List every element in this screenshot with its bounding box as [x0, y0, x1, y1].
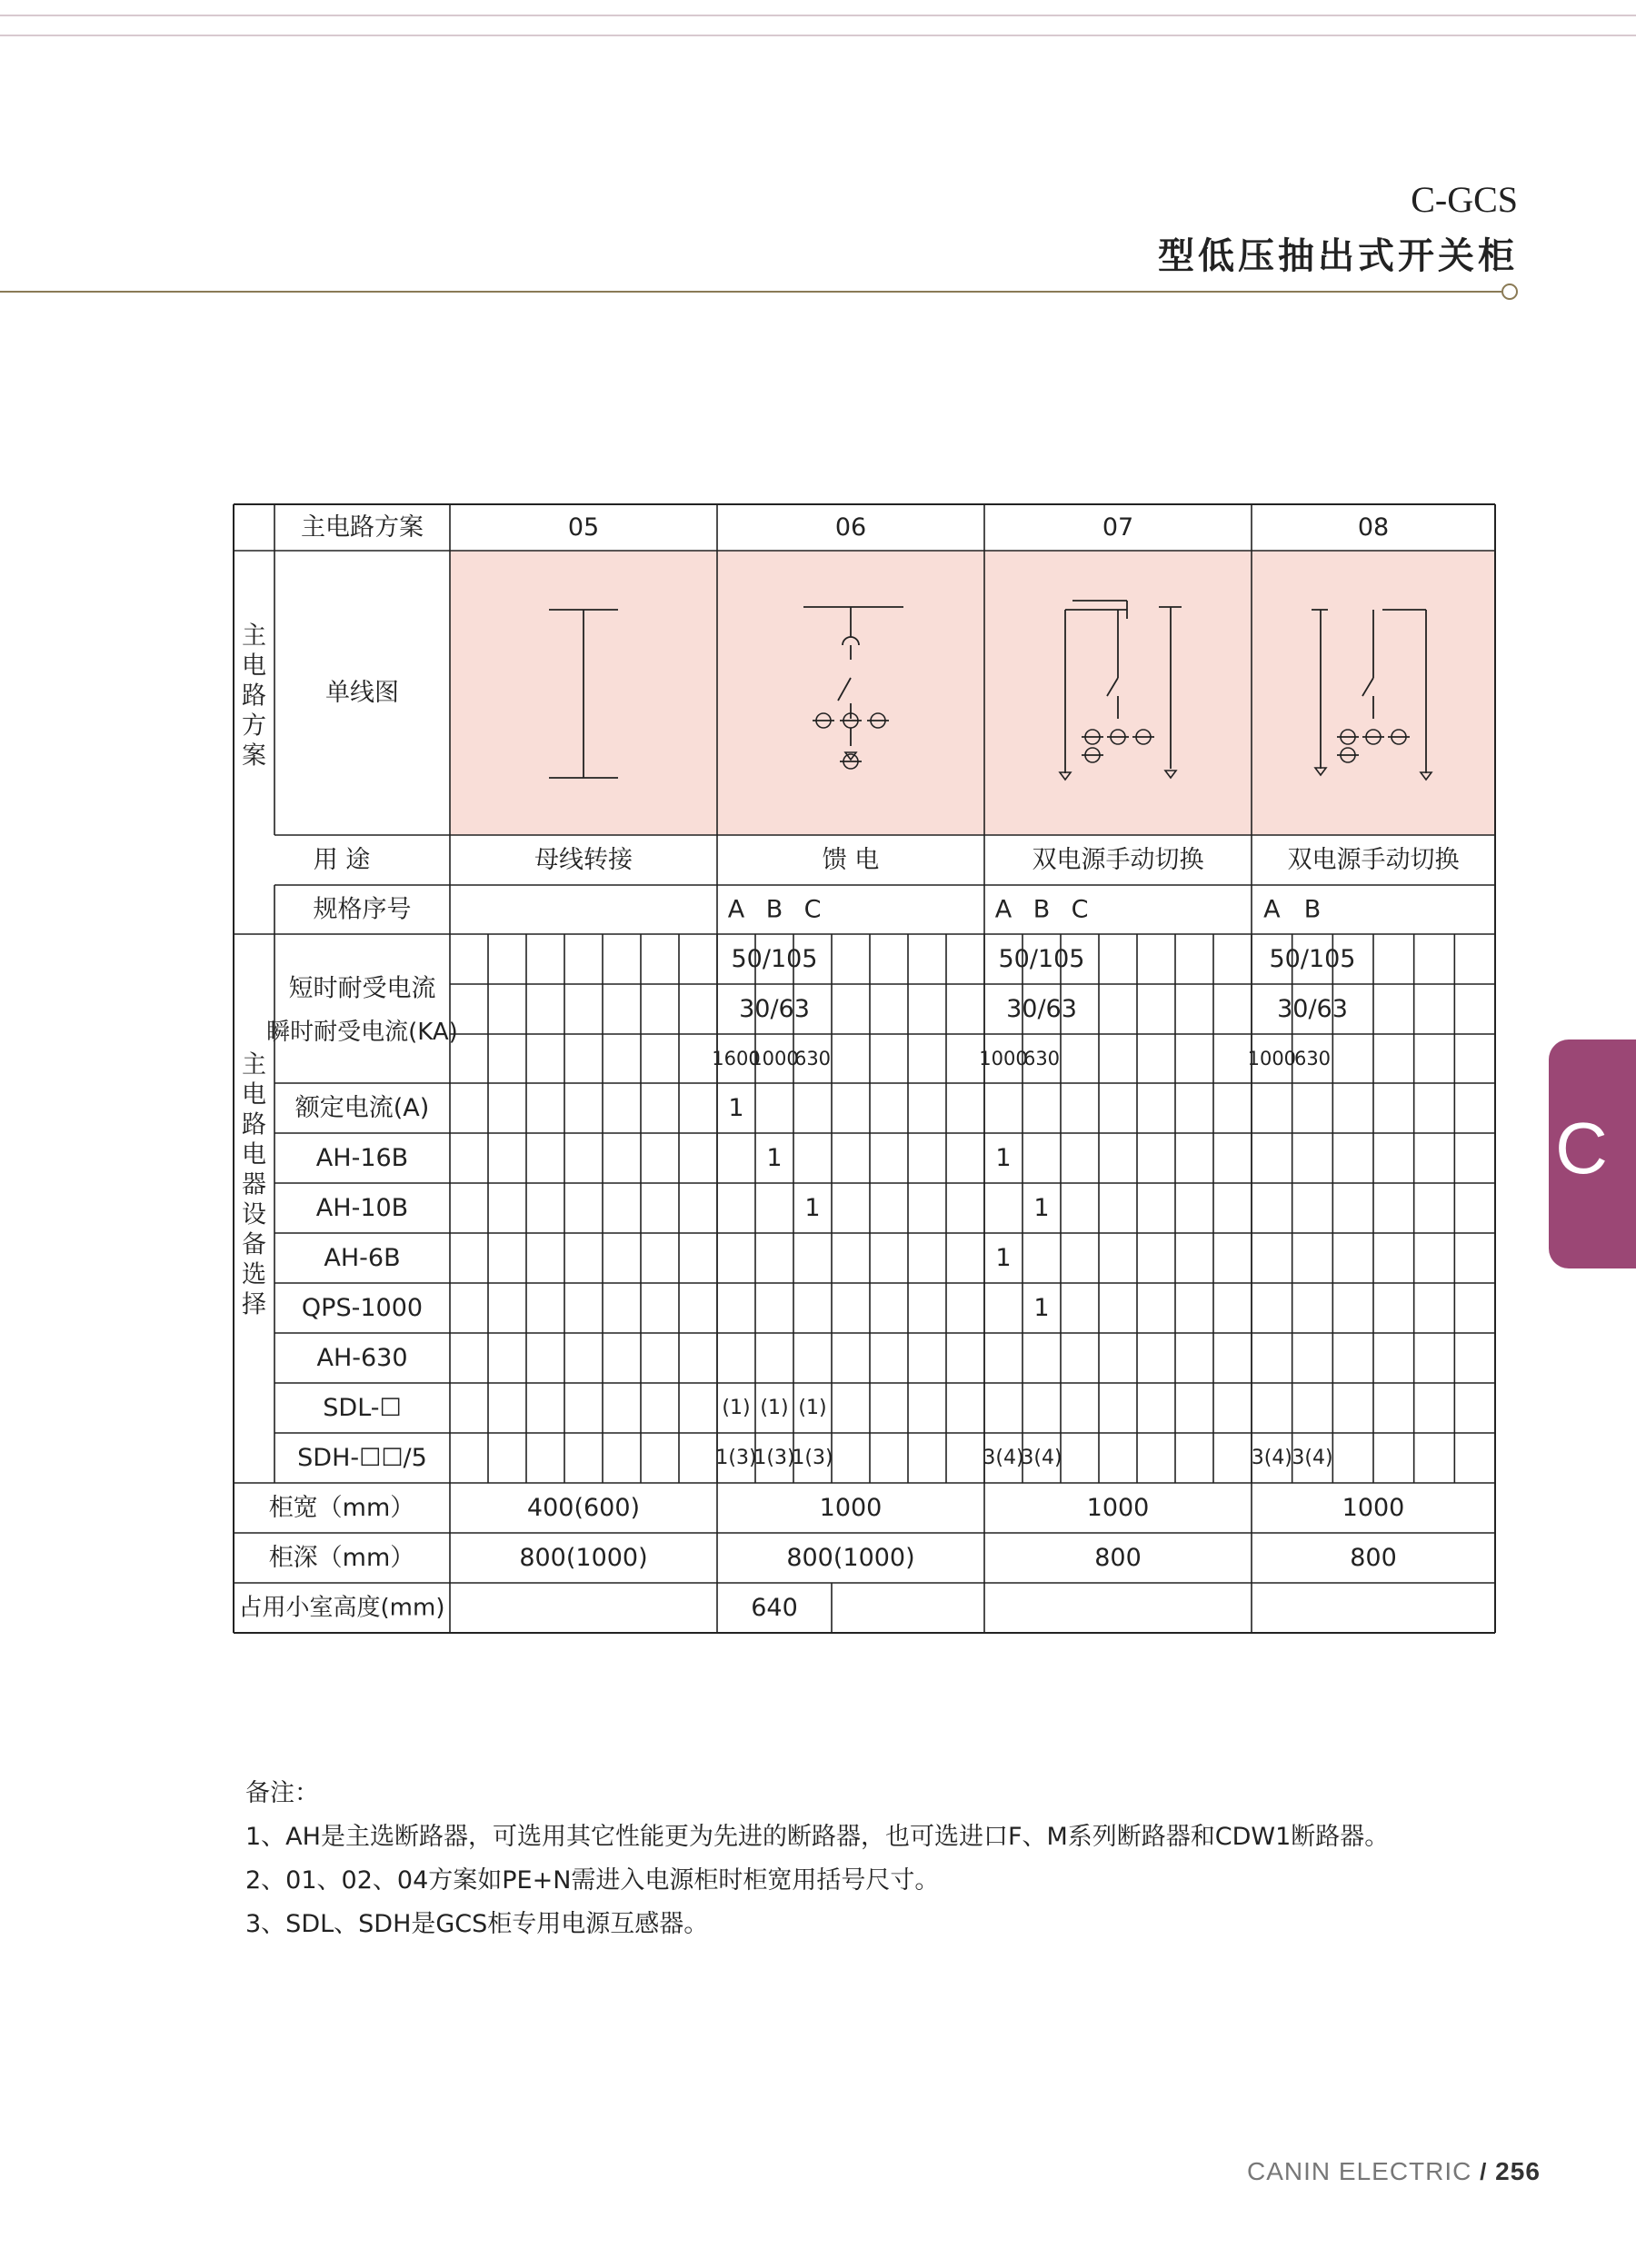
- equipment-label: AH-16B: [315, 1144, 409, 1172]
- spec-letter: C: [803, 895, 822, 924]
- withstand-peak: 50/105: [998, 945, 1085, 973]
- spec-letter: A: [727, 895, 745, 924]
- notes: [245, 1772, 1389, 1946]
- footer-slash: /: [1480, 2158, 1488, 2185]
- equipment-label: 额定电流(A): [294, 1094, 430, 1122]
- withstand-peak: 50/105: [1269, 945, 1356, 973]
- usage-label: 用 途: [313, 846, 371, 874]
- height-value-06: 640: [751, 1594, 798, 1622]
- scheme-number-06: 06: [834, 513, 867, 542]
- equipment-qty: 3(4): [1251, 1447, 1292, 1469]
- note-item-2: 2、01、02、04方案如PE+N需进入电源柜时柜宽用括号尺寸。: [245, 1866, 940, 1895]
- group-scheme-label: 电: [242, 652, 266, 681]
- group-scheme-label: 案: [242, 741, 266, 771]
- rated-current-value: 1000: [1247, 1048, 1297, 1069]
- withstand-short: 30/63: [1006, 995, 1077, 1023]
- equipment-label: AH-630: [316, 1344, 408, 1372]
- group-equipment-label: 电: [242, 1080, 266, 1109]
- group-equipment-label: 器: [242, 1170, 266, 1199]
- spec-letter: B: [1303, 895, 1322, 924]
- equipment-qty: 1: [1033, 1194, 1050, 1222]
- equipment-qty: 1(3): [753, 1447, 795, 1469]
- group-scheme-label: 路: [242, 681, 266, 711]
- scheme-number-08: 08: [1357, 513, 1390, 542]
- withstand-label-2: 瞬时耐受电流(KA): [266, 1019, 458, 1046]
- product-code: C-GCS: [1411, 179, 1518, 220]
- rated-current-value: 630: [1022, 1048, 1061, 1069]
- height-label: 占用小室高度(mm): [238, 1594, 445, 1622]
- spec-letter: A: [994, 895, 1013, 924]
- usage-value: 馈 电: [822, 846, 880, 874]
- rated-current-value: 1000: [750, 1048, 799, 1069]
- equipment-qty: 1: [1033, 1294, 1050, 1322]
- rated-current-value: 630: [793, 1048, 832, 1069]
- page-title: 型低压抽出式开关柜: [1158, 235, 1518, 277]
- equipment-qty: 1(3): [715, 1447, 757, 1469]
- group-equipment-label: 选: [242, 1260, 266, 1289]
- group-equipment-label: 择: [242, 1290, 266, 1319]
- single-line-diagram-bg: [1252, 551, 1495, 835]
- note-item-3: 3、SDL、SDH是GCS柜专用电源互感器。: [245, 1910, 709, 1938]
- equipment-qty: 1(3): [792, 1447, 833, 1469]
- equipment-qty: (1): [760, 1397, 789, 1419]
- scheme-number-07: 07: [1102, 513, 1134, 542]
- depth-value: 800: [1350, 1544, 1397, 1572]
- equipment-label: SDL-☐: [323, 1394, 402, 1422]
- notes-title: 备注：: [245, 1779, 319, 1807]
- equipment-qty: 1: [995, 1144, 1012, 1172]
- withstand-peak: 50/105: [731, 945, 818, 973]
- rated-current-value: 1600: [712, 1048, 761, 1069]
- withstand-short: 30/63: [739, 995, 810, 1023]
- spec-letter: B: [1032, 895, 1051, 924]
- single-line-label: 单线图: [325, 679, 399, 707]
- single-line-diagram-bg: [717, 551, 984, 835]
- equipment-qty: 3(4): [983, 1447, 1024, 1469]
- withstand-label-1: 短时耐受电流: [288, 974, 436, 1003]
- group-equipment-label: 电: [242, 1140, 266, 1169]
- page-number: 256: [1495, 2157, 1541, 2185]
- equipment-qty: 1: [804, 1194, 821, 1222]
- section-tab-letter: C: [1555, 1108, 1608, 1189]
- usage-value: 母线转接: [534, 846, 633, 874]
- equipment-qty: (1): [798, 1397, 827, 1419]
- equipment-label: AH-6B: [324, 1244, 401, 1272]
- depth-value: 800(1000): [786, 1544, 915, 1572]
- withstand-short: 30/63: [1277, 995, 1348, 1023]
- usage-value: 双电源手动切换: [1287, 846, 1460, 874]
- group-scheme-label: 主: [242, 622, 266, 651]
- equipment-qty: (1): [722, 1397, 751, 1419]
- note-item-1: 1、AH是主选断路器，可选用其它性能更为先进的断路器，也可选进口F、M系列断路器和CDW1断路器。: [245, 1823, 1390, 1851]
- equipment-label: AH-10B: [315, 1194, 409, 1222]
- usage-value: 双电源手动切换: [1032, 846, 1204, 874]
- equipment-label: SDH-☐☐/5: [297, 1444, 427, 1472]
- group-equipment-label: 主: [242, 1050, 266, 1079]
- width-label: 柜宽（mm）: [268, 1494, 415, 1522]
- depth-value: 800: [1094, 1544, 1142, 1572]
- single-line-diagram-bg: [984, 551, 1252, 835]
- scheme-number-05: 05: [567, 513, 600, 542]
- footer-brand: CANIN ELECTRIC: [1247, 2157, 1472, 2185]
- spec-letter: C: [1071, 895, 1089, 924]
- equipment-qty: 3(4): [1021, 1447, 1062, 1469]
- group-equipment-label: 路: [242, 1110, 266, 1139]
- rated-current-value: 1000: [979, 1048, 1028, 1069]
- spec-label: 规格序号: [313, 895, 412, 924]
- equipment-qty: 1: [766, 1144, 783, 1172]
- equipment-qty: 1: [728, 1094, 744, 1122]
- width-value: 1000: [819, 1494, 883, 1522]
- width-value: 400(600): [526, 1494, 641, 1522]
- spec-letter: B: [765, 895, 783, 924]
- equipment-qty: 1: [995, 1244, 1012, 1272]
- equipment-qty: 3(4): [1292, 1447, 1333, 1469]
- depth-value: 800(1000): [519, 1544, 648, 1572]
- group-equipment-label: 备: [242, 1230, 266, 1259]
- rated-current-value: 630: [1293, 1048, 1332, 1069]
- group-scheme-label: 方: [242, 711, 266, 741]
- width-value: 1000: [1342, 1494, 1405, 1522]
- depth-label: 柜深（mm）: [268, 1544, 415, 1572]
- width-value: 1000: [1086, 1494, 1150, 1522]
- footer: [1247, 2157, 1541, 2186]
- equipment-label: QPS-1000: [301, 1294, 424, 1322]
- spec-letter: A: [1263, 895, 1281, 924]
- main-scheme-label: 主电路方案: [301, 513, 424, 542]
- group-equipment-label: 设: [242, 1200, 266, 1229]
